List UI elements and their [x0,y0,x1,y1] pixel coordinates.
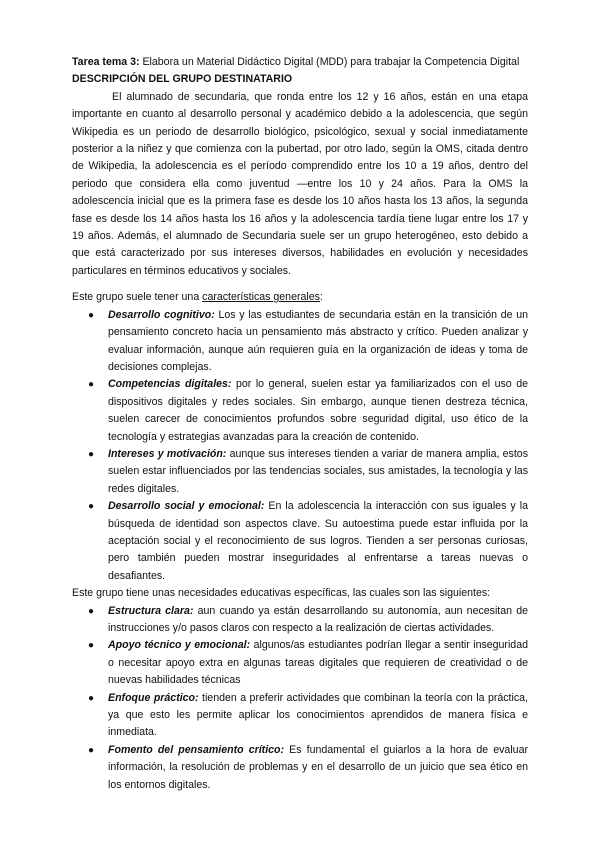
characteristics-lead-underlined: características generales [202,291,320,304]
characteristics-lead [72,289,528,306]
item-term: Estructura clara: [108,604,194,617]
item-term: Desarrollo social y emocional: [108,500,265,513]
item-text: algunos/as estudiantes podrían llegar a sentir inseguridad o necesitar apoyo extra en algunas tareas digitales que requieren de creatividad o de nuevas habilidades técnicas [108,639,528,687]
item-term: Intereses y motivación: [108,447,227,460]
list-item [88,498,528,585]
bullet-icon: ● [88,692,95,704]
list-item [88,637,528,689]
item-text: En la adolescencia la interacción con sus iguales y la búsqueda de identidad son aspectos clave. Su autoestima puede estar influida por la aceptación social y el reconocimiento de sus logros. Tienden a ser personas curiosas, pero también pueden mostrar inseguridades al enfrentarse a tareas nuevas o desafiantes. [108,500,528,582]
task-text: Elabora un Material Didáctico Digital (MDD) para trabajar la Competencia Digital [139,56,520,68]
item-text: aunque sus intereses tienden a variar de manera amplia, estos suelen estar influenciados por las tendencias sociales, sus amistades, la tecnología y las redes digitales. [108,447,528,495]
spacer [72,280,528,289]
bullet-icon: ● [88,309,95,321]
characteristics-lead-before: Este grupo suele tener una [72,291,203,304]
item-text: por lo general, suelen estar ya familiarizados con el uso de dispositivos digitales y redes sociales. Sin embargo, aunque tienen destreza técnica, suelen carecer de conocimientos profundos sobre seguridad digital, uso ético de la tecnología y estrategias avanzadas para la creación de contenido. [108,378,528,443]
item-term: Enfoque práctico: [108,691,199,704]
list-item [88,446,528,498]
item-text: aun cuando ya están desarrollando su autonomía, aun necesitan de instrucciones y/o pasos claros con respecto a la realización de ciertas actividades. [108,604,528,634]
bullet-icon: ● [88,744,95,756]
bullet-icon: ● [88,448,95,460]
item-term: Desarrollo cognitivo: [108,308,215,321]
list-item [88,603,528,638]
list-item [88,376,528,446]
bullet-icon: ● [88,379,95,391]
item-term: Apoyo técnico y emocional: [108,639,251,652]
bullet-icon: ● [88,605,95,617]
document-page [72,54,528,794]
needs-list [72,603,528,794]
item-term: Competencias digitales: [108,378,232,391]
intro-paragraph: El alumnado de secundaria, que ronda entre los 12 y 16 años, están en una etapa importante en cuanto al desarrollo personal y académico debido a la adolescencia, que según Wikipedia es un periodo de desarrollo biológico, psicológico, sexual y social inmediatamente posterior a la niñez y que comienza con la pubertad, por otro lado, según la OMS, citada dentro de Wikipedia, la adolescencia es el período comprendido entre los 10 a 19 años, dentro del periodo que considera ella como juventud —entre los 10 y 24 años. Para la OMS la adolescencia inicial que es la primera fase es desde los 10 años hasta los 13 años, la segunda fase es desde los 14 años hasta los 16 años y la adolescencia tardía tiene lugar entre los 17 y 19 años. Además, el alumnado de Secundaria suele ser un grupo heterogéneo, esto debido a que está caracterizado por sus intereses diversos, habilidades en evolución y necesidades particulares en términos educativos y sociales. [72,90,528,277]
task-label: Tarea tema 3: [72,56,140,68]
needs-lead: Este grupo tiene unas necesidades educativas específicas, las cuales son las siguientes: [72,587,491,600]
list-item [88,690,528,742]
section-heading: DESCRIPCIÓN DEL GRUPO DESTINATARIO [72,73,293,86]
task-title [72,54,528,71]
item-term: Fomento del pensamiento crítico: [108,743,285,756]
characteristics-lead-after: : [319,291,323,304]
bullet-icon: ● [88,501,95,513]
list-item [88,307,528,377]
bullet-icon: ● [88,640,95,652]
item-text: Es fundamental el guiarlos a la hora de evaluar información, la resolución de problemas y en el desarrollo de un juicio que sea ético en los entornos digitales. [108,743,528,791]
characteristics-list [72,307,528,586]
item-text: Los y las estudiantes de secundaria están en la transición de un pensamiento concreto hacia un pensamiento más abstracto y crítico. Pueden analizar y evaluar información, aunque aún requieren guía en la organización de ideas y toma de decisiones complejas. [108,308,528,373]
item-text: tienden a preferir actividades que combinan la teoría con la práctica, ya que esto les permite aplicar los conocimientos aprendidos de manera física e inmediata. [108,691,528,739]
list-item [88,742,528,794]
